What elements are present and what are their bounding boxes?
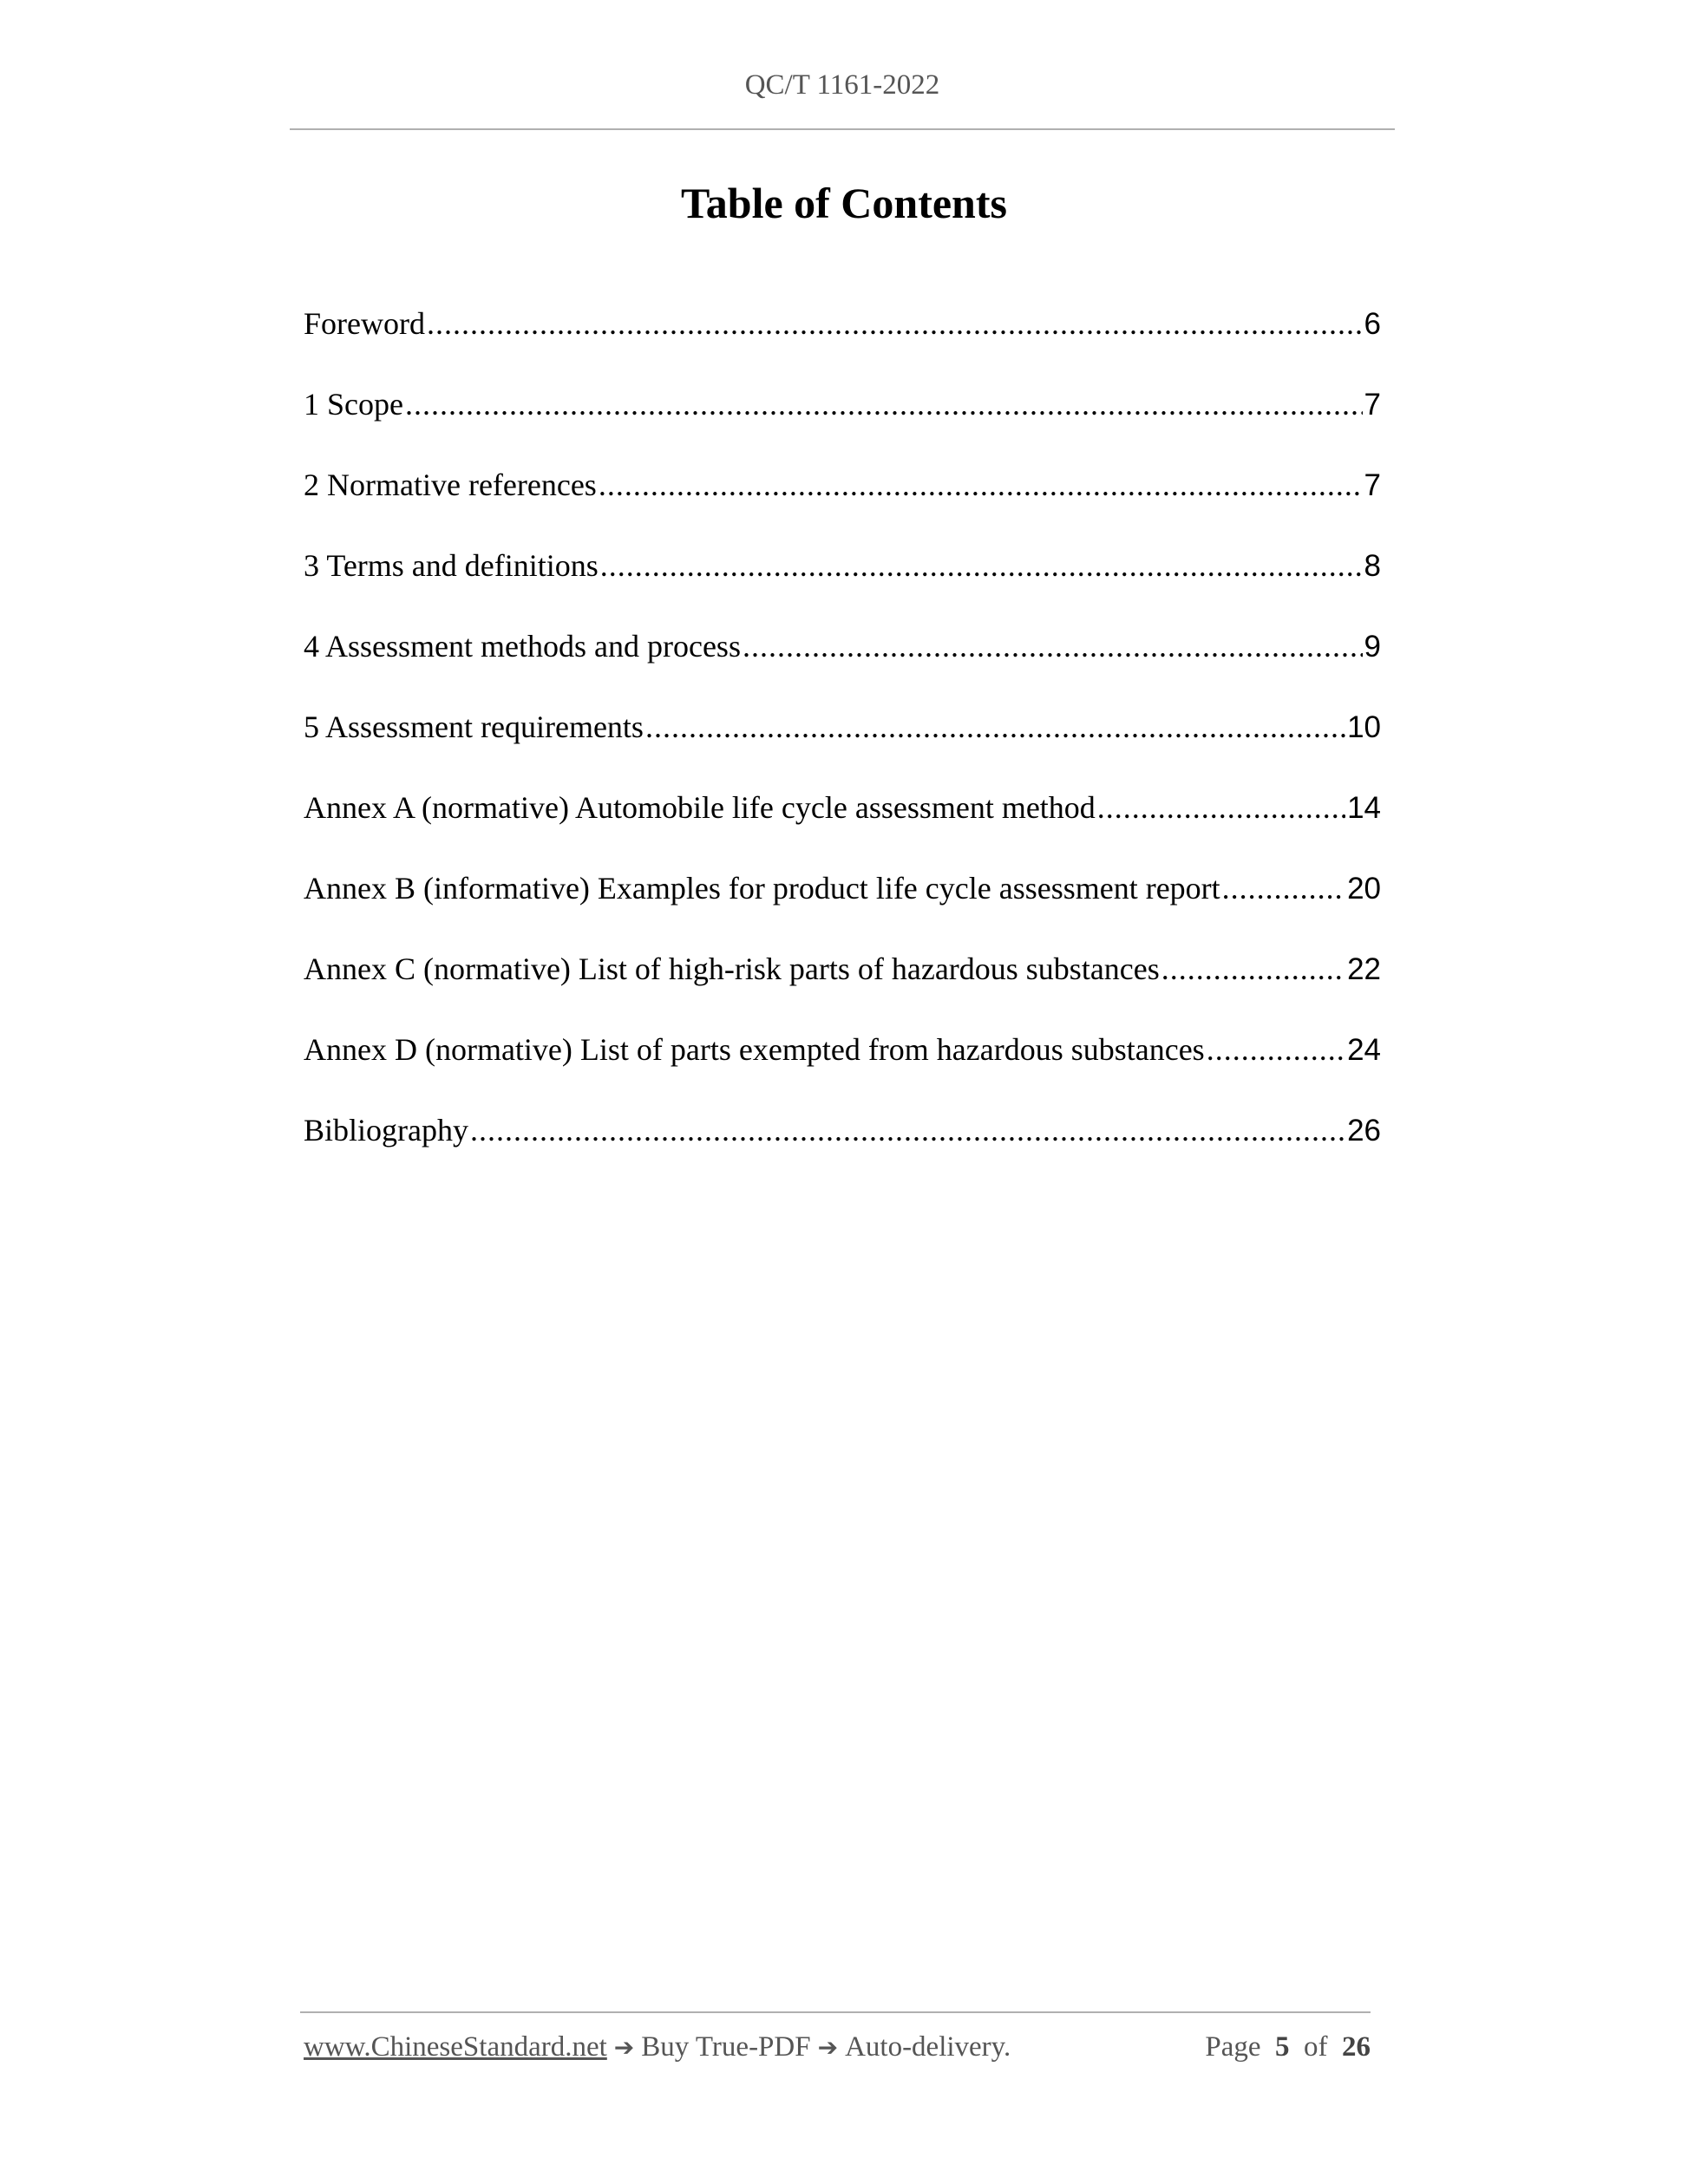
header-divider: [290, 128, 1395, 130]
toc-entry[interactable]: [304, 789, 1381, 870]
toc-entry-page: 26: [1347, 1114, 1381, 1148]
toc-entry[interactable]: [304, 628, 1381, 709]
toc-entry-page: 14: [1347, 791, 1381, 825]
toc-dot-leader: [599, 467, 1363, 503]
toc-entry-label: Annex A (normative) Automobile life cycle assessment method: [304, 790, 1096, 825]
toc-entry-label: 4 Assessment methods and process: [304, 629, 741, 664]
page-number: 5: [1275, 2031, 1290, 2063]
running-header: QC/T 1161-2022: [744, 69, 940, 101]
toc-entry[interactable]: [304, 1031, 1381, 1112]
toc-entry-label: 5 Assessment requirements: [304, 709, 644, 744]
toc-dot-leader: [1097, 789, 1345, 826]
table-of-contents: [304, 305, 1381, 1193]
footer-promo: [304, 2031, 1011, 2063]
page-title: Table of Contents: [681, 179, 1007, 227]
toc-entry-label: Foreword: [304, 306, 425, 341]
toc-dot-leader: [1207, 1031, 1345, 1068]
toc-entry-page: 7: [1364, 388, 1381, 422]
toc-entry-page: 9: [1364, 630, 1381, 664]
arrow-right-icon: ➔: [613, 2033, 635, 2062]
of-word: of: [1304, 2031, 1328, 2063]
toc-dot-leader: [600, 547, 1363, 584]
toc-entry[interactable]: [304, 870, 1381, 951]
delivery-text: Auto-delivery.: [845, 2031, 1011, 2063]
toc-entry[interactable]: [304, 386, 1381, 467]
toc-entry-label: Annex B (informative) Examples for product life cycle assessment report: [304, 871, 1220, 906]
page-indicator: [1205, 2031, 1371, 2063]
toc-entry-page: 20: [1347, 872, 1381, 906]
total-pages: 26: [1342, 2031, 1371, 2063]
toc-entry[interactable]: [304, 1112, 1381, 1193]
toc-dot-leader: [1161, 951, 1345, 987]
buy-text: Buy True-PDF: [641, 2031, 811, 2063]
toc-entry-page: 7: [1364, 468, 1381, 502]
toc-entry-label: 1 Scope: [304, 387, 403, 422]
toc-dot-leader: [427, 305, 1363, 342]
toc-dot-leader: [1222, 870, 1345, 906]
toc-entry[interactable]: [304, 547, 1381, 628]
toc-entry-label: 3 Terms and definitions: [304, 548, 599, 583]
site-link[interactable]: www.ChineseStandard.net: [304, 2031, 607, 2063]
toc-entry-page: 6: [1364, 307, 1381, 341]
toc-dot-leader: [743, 628, 1363, 664]
toc-entry-page: 22: [1347, 952, 1381, 986]
toc-entry-page: 8: [1364, 549, 1381, 583]
toc-entry-label: Annex C (normative) List of high-risk parts of hazardous substances: [304, 951, 1160, 986]
toc-entry[interactable]: [304, 305, 1381, 386]
page-footer: [304, 2031, 1371, 2063]
toc-entry[interactable]: [304, 467, 1381, 547]
toc-entry-page: 24: [1347, 1033, 1381, 1067]
toc-entry[interactable]: [304, 709, 1381, 789]
page-word: Page: [1205, 2031, 1261, 2063]
footer-divider: [300, 2011, 1371, 2013]
toc-entry[interactable]: [304, 951, 1381, 1031]
toc-entry-label: 2 Normative references: [304, 468, 597, 502]
toc-dot-leader: [645, 709, 1345, 745]
toc-entry-page: 10: [1347, 710, 1381, 744]
arrow-right-icon: ➔: [817, 2033, 839, 2062]
toc-entry-label: Bibliography: [304, 1113, 468, 1148]
toc-entry-label: Annex D (normative) List of parts exempted from hazardous substances: [304, 1032, 1205, 1067]
toc-dot-leader: [405, 386, 1363, 422]
toc-dot-leader: [470, 1112, 1345, 1148]
